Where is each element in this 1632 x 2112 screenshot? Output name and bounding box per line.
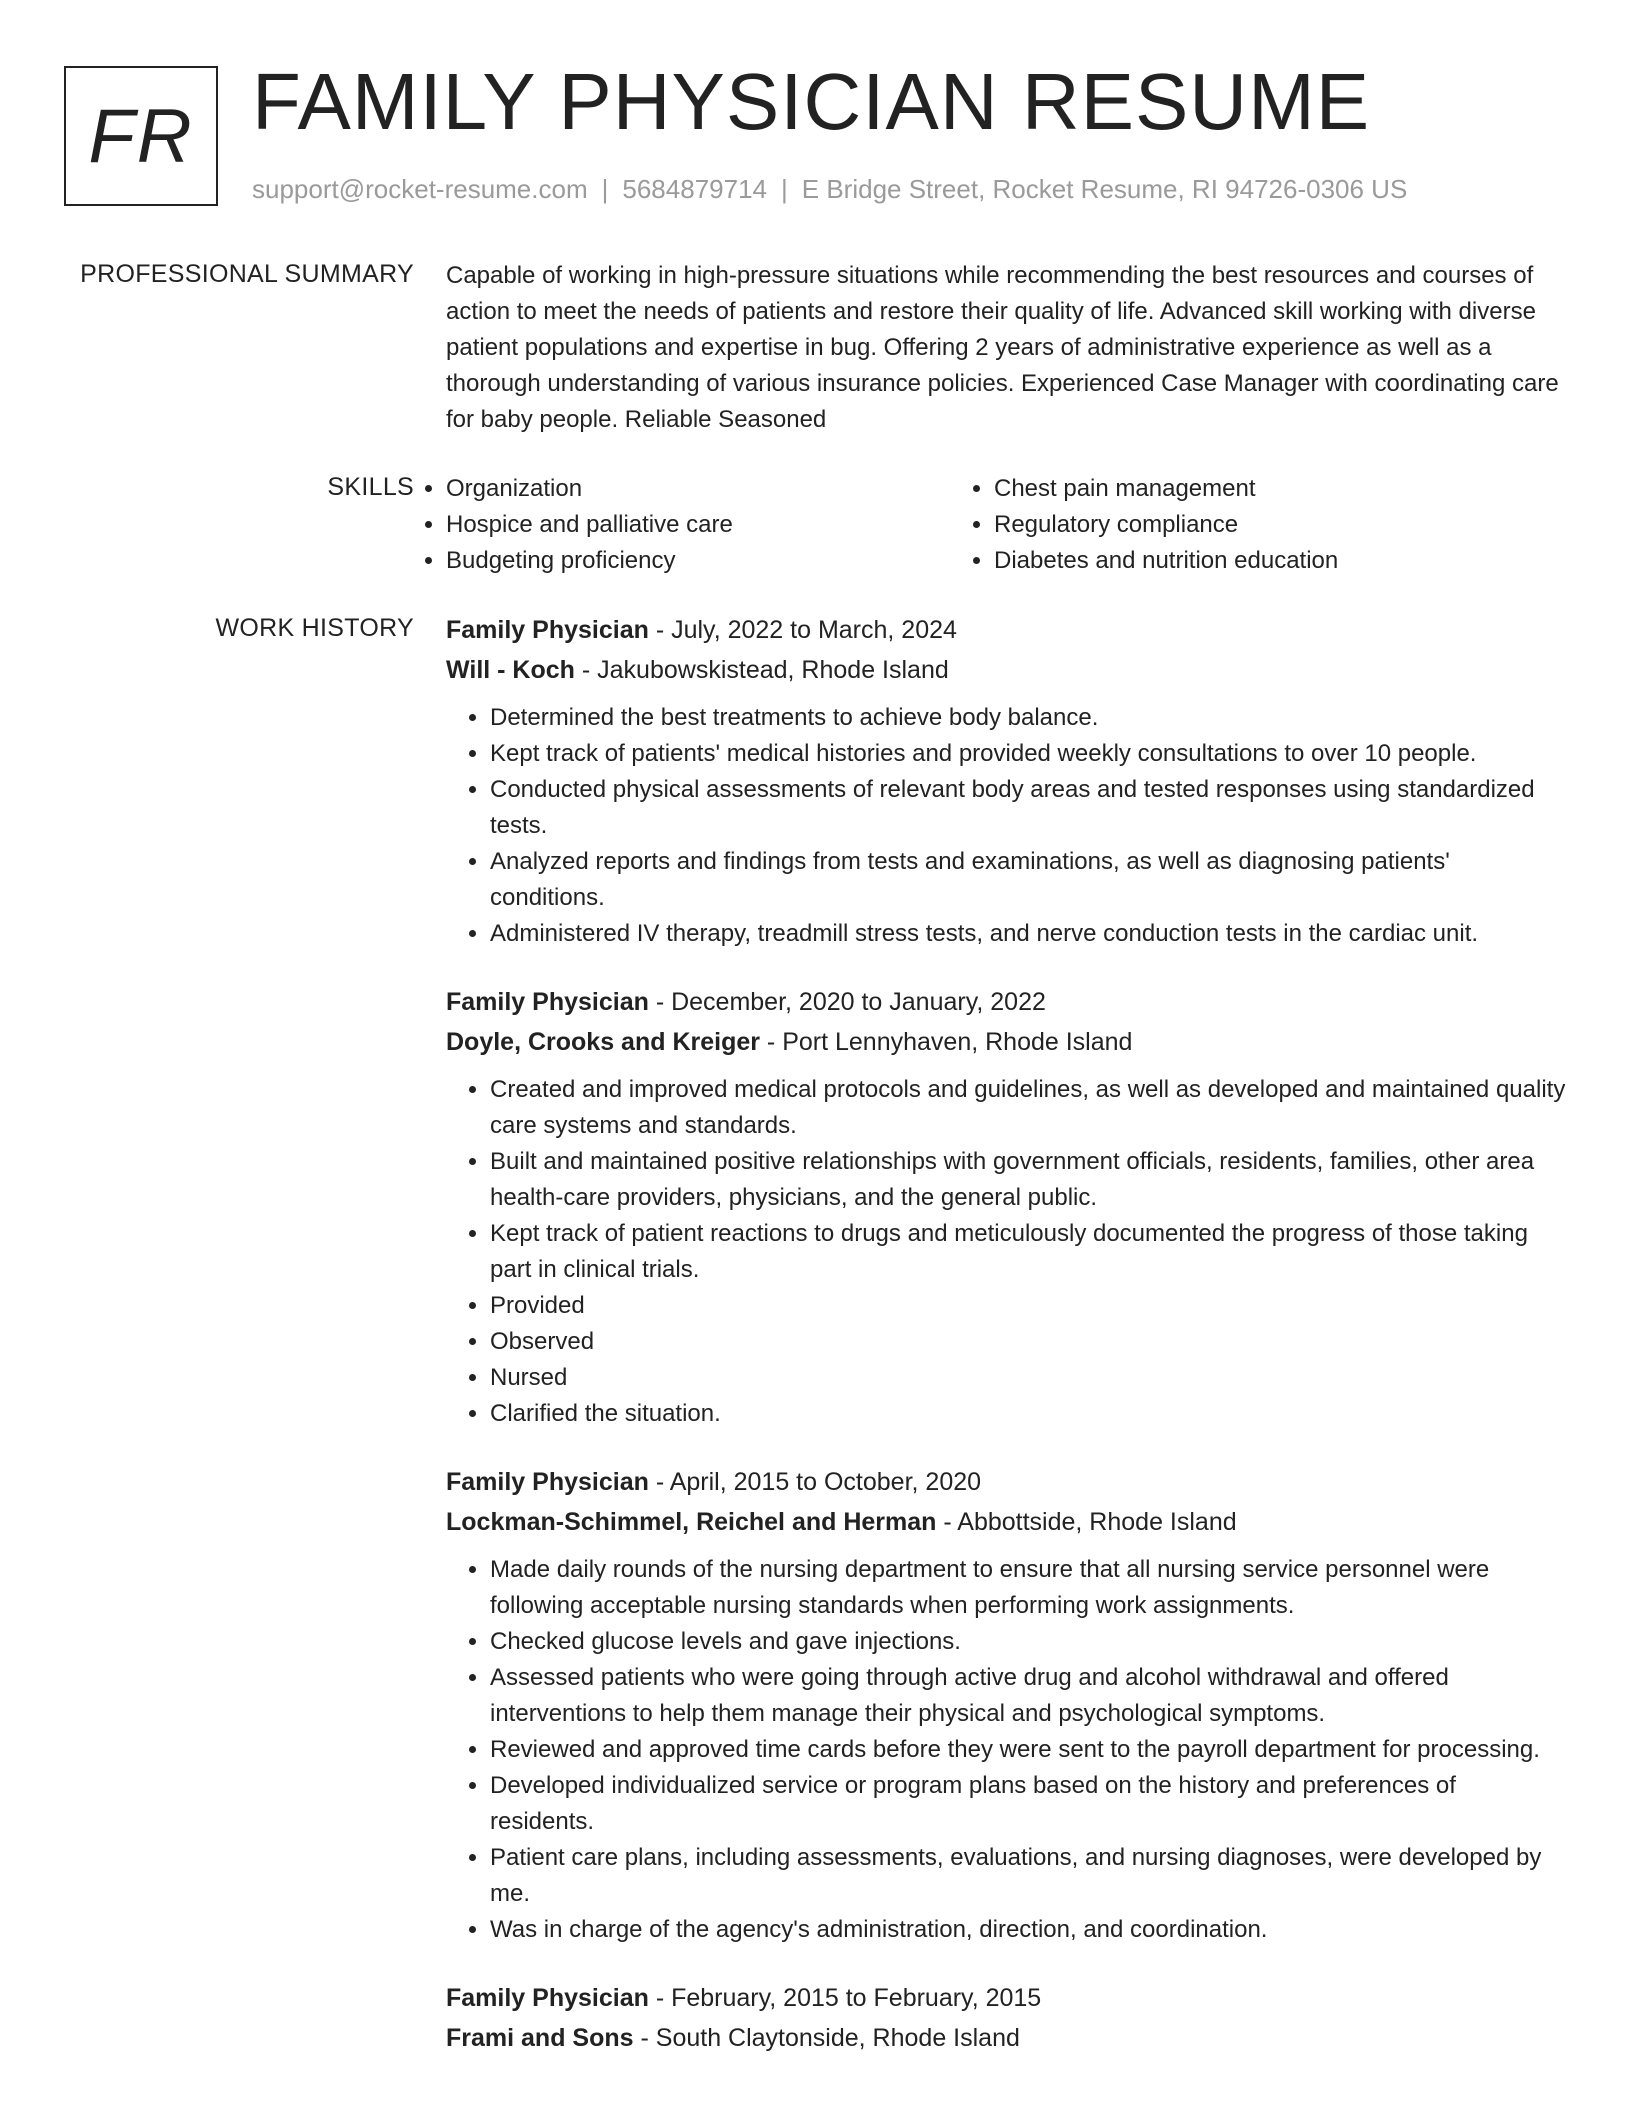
job-bullet: • Clarified the situation. <box>490 1396 1566 1432</box>
contact-email[interactable]: support@rocket-resume.com <box>252 174 588 204</box>
job-bullet: • Created and improved medical protocols and guidelines, as well as developed and maintained quality care systems and standards. <box>490 1072 1566 1144</box>
summary-body <box>446 258 1566 438</box>
skill-item: • Chest pain management <box>994 471 1542 507</box>
job-location: - Jakubowskistead, Rhode Island <box>574 656 949 684</box>
job-title-line <box>446 1978 1566 2018</box>
job-company-line <box>446 1502 1566 1542</box>
contact-phone[interactable]: 5684879714 <box>622 174 767 204</box>
job-bullet: • Reviewed and approved time cards before they were sent to the payroll department for processing. <box>490 1732 1566 1768</box>
job-title: Family Physician <box>446 1984 649 2012</box>
job-bullet-list <box>446 1552 1566 1948</box>
monogram-logo: FR <box>64 66 218 206</box>
job-company: Doyle, Crooks and Kreiger <box>446 1028 760 1056</box>
contact-address: E Bridge Street, Rocket Resume, RI 94726-0306 US <box>801 174 1408 204</box>
contact-separator: | <box>601 174 609 204</box>
job-bullet: • Kept track of patient reactions to drugs and meticulously documented the progress of those taking part in clinical trials. <box>490 1216 1566 1288</box>
work-history-heading: WORK HISTORY <box>215 614 414 642</box>
skills-heading: SKILLS <box>327 473 414 501</box>
job-bullet: • Provided <box>490 1288 1566 1324</box>
page-title: FAMILY PHYSICIAN RESUME <box>252 57 1371 146</box>
job-title-line <box>446 982 1566 1022</box>
job-bullet: • Made daily rounds of the nursing department to ensure that all nursing service personnel were following acceptable nursing standards when performing work assignments. <box>490 1552 1566 1624</box>
job-bullet: • Kept track of patients' medical histories and provided weekly consultations to over 10 people. <box>490 736 1566 772</box>
job-entry <box>446 610 1566 952</box>
job-title: Family Physician <box>446 1468 649 1496</box>
job-bullet: • Built and maintained positive relationships with government officials, residents, families, other area health-care providers, physicians, and the general public. <box>490 1144 1566 1216</box>
job-title: Family Physician <box>446 988 649 1016</box>
job-bullet: • Was in charge of the agency's administration, direction, and coordination. <box>490 1912 1566 1948</box>
job-bullet: • Observed <box>490 1324 1566 1360</box>
job-bullet: • Administered IV therapy, treadmill stress tests, and nerve conduction tests in the cardiac unit. <box>490 916 1566 952</box>
job-dates: - July, 2022 to March, 2024 <box>648 616 957 644</box>
job-bullet-list <box>446 700 1566 952</box>
job-entry <box>446 1462 1566 1948</box>
summary-text: Capable of working in high-pressure situations while recommending the best resources and courses of action to meet the needs of patients and restore their quality of life. Advanced skill working with diverse patient populations and expertise in bug. Offering 2 years of administrative experience as well as a thorough understanding of various insurance policies. Experienced Case Manager with coordinating care for baby people. Reliable Seasoned <box>446 262 1559 433</box>
job-company-line <box>446 2018 1566 2058</box>
job-bullet: • Patient care plans, including assessments, evaluations, and nursing diagnoses, were developed by me. <box>490 1840 1566 1912</box>
contact-separator: | <box>781 174 788 204</box>
skill-item: • Budgeting proficiency <box>446 543 994 579</box>
job-company: Frami and Sons <box>446 2024 634 2052</box>
skills-body <box>446 471 1566 579</box>
job-bullet: • Assessed patients who were going through active drug and alcohol withdrawal and offered interventions to help them manage their physical and psychological symptoms. <box>490 1660 1566 1732</box>
job-entry <box>446 982 1566 1432</box>
skills-list <box>446 471 1566 579</box>
job-bullet: • Nursed <box>490 1360 1566 1396</box>
job-bullet-list <box>446 1072 1566 1432</box>
job-entry <box>446 1978 1566 2058</box>
skill-item: • Regulatory compliance <box>994 507 1542 543</box>
job-location: - Port Lennyhaven, Rhode Island <box>759 1028 1133 1056</box>
job-title-line <box>446 610 1566 650</box>
skill-item: • Hospice and palliative care <box>446 507 994 543</box>
skill-item: • Organization <box>446 471 994 507</box>
skill-item: • Diabetes and nutrition education <box>994 543 1542 579</box>
job-bullet: • Checked glucose levels and gave injections. <box>490 1624 1566 1660</box>
contact-line <box>252 173 1407 205</box>
job-bullet: • Developed individualized service or program plans based on the history and preferences of residents. <box>490 1768 1566 1840</box>
job-bullet: • Conducted physical assessments of relevant body areas and tested responses using standardized tests. <box>490 772 1566 844</box>
job-dates: - February, 2015 to February, 2015 <box>648 1984 1042 2012</box>
job-dates: - April, 2015 to October, 2020 <box>648 1468 982 1496</box>
job-location: - Abbottside, Rhode Island <box>936 1508 1237 1536</box>
job-title-line <box>446 1462 1566 1502</box>
job-dates: - December, 2020 to January, 2022 <box>648 988 1046 1016</box>
job-company: Lockman-Schimmel, Reichel and Herman <box>446 1508 937 1536</box>
job-bullet: • Analyzed reports and findings from tests and examinations, as well as diagnosing patients' conditions. <box>490 844 1566 916</box>
work-history-body <box>446 610 1566 2088</box>
job-company: Will - Koch <box>446 656 575 684</box>
job-location: - South Claytonside, Rhode Island <box>633 2024 1020 2052</box>
job-title: Family Physician <box>446 616 649 644</box>
job-bullet: • Determined the best treatments to achieve body balance. <box>490 700 1566 736</box>
job-company-line <box>446 1022 1566 1062</box>
summary-heading: PROFESSIONAL SUMMARY <box>80 260 414 288</box>
job-company-line <box>446 650 1566 690</box>
